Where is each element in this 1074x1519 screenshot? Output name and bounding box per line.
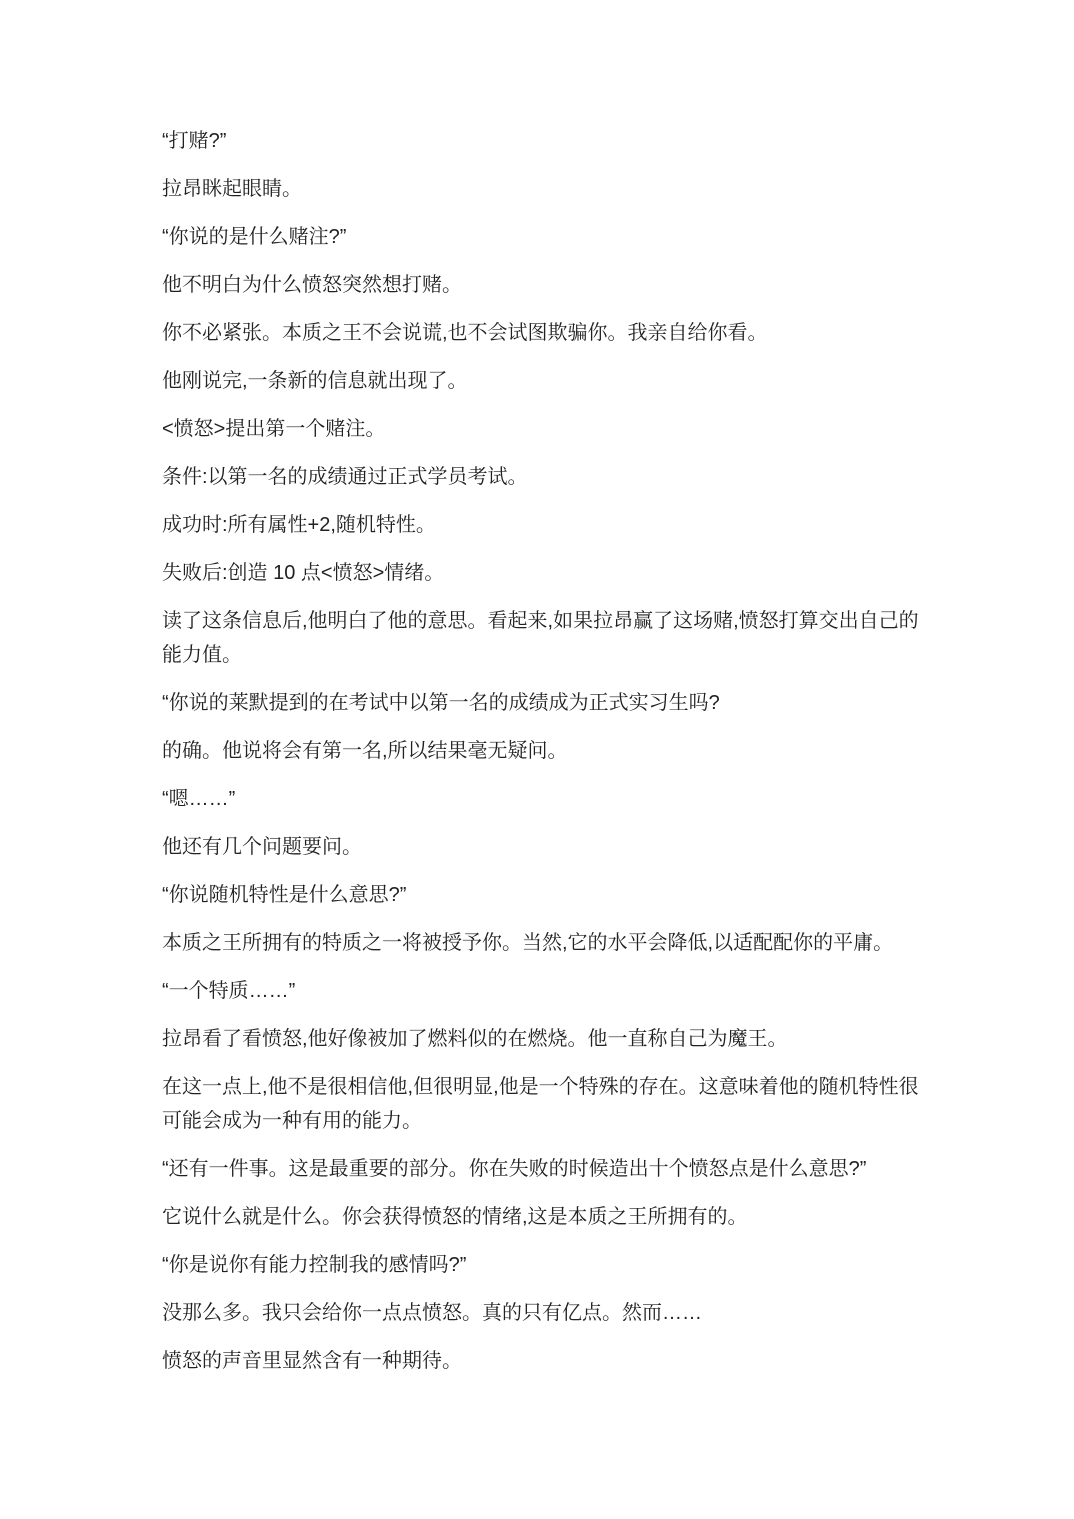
paragraph: “你说的莱默提到的在考试中以第一名的成绩成为正式实习生吗? (162, 692, 720, 714)
paragraph: “你说随机特性是什么意思?” (162, 884, 407, 906)
paragraph: “嗯……” (162, 788, 236, 810)
paragraph: 它说什么就是什么。你会获得愤怒的情绪,这是本质之王所拥有的。 (162, 1206, 748, 1228)
paragraph: 成功时:所有属性+2,随机特性。 (162, 514, 436, 536)
paragraph: “打赌?” (162, 130, 227, 152)
paragraph: “还有一件事。这是最重要的部分。你在失败的时候造出十个愤怒点是什么意思?” (162, 1158, 867, 1180)
paragraph: “一个特质……” (162, 980, 296, 1002)
paragraph: 你不必紧张。本质之王不会说谎,也不会试图欺骗你。我亲自给你看。 (162, 322, 768, 344)
paragraph: 他刚说完,一条新的信息就出现了。 (162, 370, 468, 392)
paragraph: 在这一点上,他不是很相信他,但很明显,他是一个特殊的存在。这意味着他的随机特性很可能会成为一种有用的能力。 (162, 1076, 919, 1132)
novel-text-body (162, 124, 928, 1392)
paragraph: 读了这条信息后,他明白了他的意思。看起来,如果拉昂赢了这场赌,愤怒打算交出自己的能力值。 (162, 610, 919, 666)
paragraph: 本质之王所拥有的特质之一将被授予你。当然,它的水平会降低,以适配配你的平庸。 (162, 932, 894, 954)
paragraph: 他不明白为什么愤怒突然想打赌。 (162, 274, 462, 296)
paragraph: “你说的是什么赌注?” (162, 226, 347, 248)
paragraph: 失败后:创造 10 点<愤怒>情绪。 (162, 562, 445, 584)
paragraph: 愤怒的声音里显然含有一种期待。 (162, 1350, 462, 1372)
paragraph: 拉昂眯起眼睛。 (162, 178, 302, 200)
paragraph: “你是说你有能力控制我的感情吗?” (162, 1254, 467, 1276)
paragraph: 他还有几个问题要问。 (162, 836, 362, 858)
paragraph: 条件:以第一名的成绩通过正式学员考试。 (162, 466, 528, 488)
paragraph: 没那么多。我只会给你一点点愤怒。真的只有亿点。然而…… (162, 1302, 702, 1324)
paragraph: <愤怒>提出第一个赌注。 (162, 418, 386, 440)
paragraph: 的确。他说将会有第一名,所以结果毫无疑问。 (162, 740, 568, 762)
paragraph: 拉昂看了看愤怒,他好像被加了燃料似的在燃烧。他一直称自己为魔王。 (162, 1028, 788, 1050)
